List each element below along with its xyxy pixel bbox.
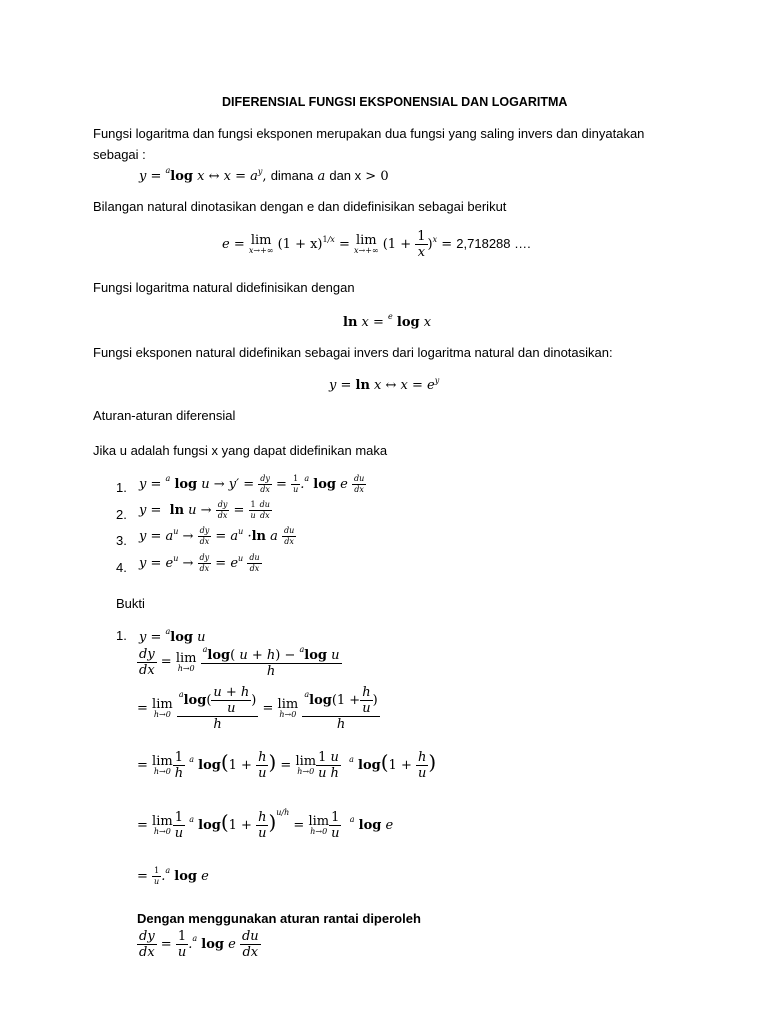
rule-1-formula: y = $^a$ log u → y′ = $\frac{dy}{dx}$ = $\frac{1}{u}$ .$^a$ log e $\frac{du}{dx}$ bbox=[139, 474, 365, 494]
paragraph-natural-number: Bilangan natural dinotasikan dengan e dan didefinisikan sebagai berikut bbox=[93, 199, 507, 214]
proof-heading: Bukti bbox=[116, 596, 145, 611]
formula-e-limit: e = lim x→+∞ $(1 + x)^{1/x}$ = lim x→+∞ (1 + $\frac{1}{x}$ )$^x$ = 2,718288 …. bbox=[222, 229, 531, 260]
paragraph-intro-line2: sebagai : bbox=[93, 147, 146, 162]
rule-number: 3. bbox=[116, 533, 127, 548]
rule-3-formula: $y = a^u$ → $\frac{dy}{dx}$ = $a^u \cdot\ln$ a $\frac{du}{dx}$ bbox=[139, 526, 295, 546]
where-word: dimana bbox=[270, 168, 314, 183]
formula-inverse-definition: y = $^a$log x ↔ $x = a^y$, dimana a dan x > 0 bbox=[139, 166, 389, 184]
rule-number: 2. bbox=[116, 507, 127, 522]
proof-step-result: = $\frac{1}{u}$ .$^a$ log e bbox=[137, 866, 209, 886]
rule-4-formula: $y = e^u$ → $\frac{dy}{dx}$ = $e^u$ $\frac{du}{dx}$ bbox=[139, 553, 260, 573]
paragraph-natural-log: Fungsi logaritma natural didefinisikan dengan bbox=[93, 280, 355, 295]
paragraph-natural-exponent: Fungsi eksponen natural didefinikan sebagai invers dari logaritma natural dan dinotasikan: bbox=[93, 345, 613, 360]
rule-number: 4. bbox=[116, 560, 127, 575]
paragraph-intro-line1: Fungsi logaritma dan fungsi eksponen merupakan dua fungsi yang saling invers dan dinyatakan bbox=[93, 126, 645, 141]
rule-number: 1. bbox=[116, 480, 127, 495]
proof-step-log-quotient: = lim h→0 $^a$log( $\frac{u + h}{u}$ ) h = lim h→0 $^a$log(1 + $\frac{h}{u}$ ) h bbox=[137, 685, 378, 732]
proof-final-formula: $\frac{dy}{dx}$ = $\frac{1}{u}$ .$^a$ log e $\frac{du}{dx}$ bbox=[139, 929, 259, 960]
proof-number: 1. bbox=[116, 628, 127, 643]
proof-step-derivative-definition: $\frac{dy}{dx}$ = lim h→0 $\frac{^a\log( u + h) - ^a\log u}{h}$ bbox=[139, 645, 340, 679]
page-title: DIFERENSIAL FUNGSI EKSPONENSIAL DAN LOGARITMA bbox=[222, 95, 568, 109]
formula-exp-inverse: y = ln x ↔ $x = e^y$ bbox=[329, 376, 440, 393]
rules-heading: Aturan-aturan diferensial bbox=[93, 408, 236, 423]
e-value: 2,718288 …. bbox=[456, 236, 531, 251]
rules-intro: Jika u adalah fungsi x yang dapat didefinikan maka bbox=[93, 443, 388, 458]
and-word: dan x bbox=[329, 168, 362, 183]
rule-2-formula: y = ln u → $\frac{dy}{dx}$ = $\frac{1}{u}$ $\frac{du}{dx}$ bbox=[139, 500, 270, 520]
formula-ln-definition: ln x = $^e$ log x bbox=[343, 312, 432, 330]
proof-step-rearrange: = lim h→0 $\frac{1}{h}$ $^a$ log(1 + $\frac{h}{u}$ ) = lim h→0 $\frac{1}{u}$ $\frac{u}{h}$ $^a$ log(1 + $\frac{h}{u}$ ) bbox=[137, 750, 437, 781]
proof-step-function: y = $^a$log u bbox=[139, 627, 206, 645]
proof-step-power-limit: = lim h→0 $\frac{1}{u}$ $^a$ log(1 + $\frac{h}{u}$ )$^{u/h}$ = lim h→0 $\frac{1}{u}$ $^a$ log e bbox=[137, 808, 394, 841]
chain-rule-text: Dengan menggunakan aturan rantai diperoleh bbox=[137, 911, 421, 926]
